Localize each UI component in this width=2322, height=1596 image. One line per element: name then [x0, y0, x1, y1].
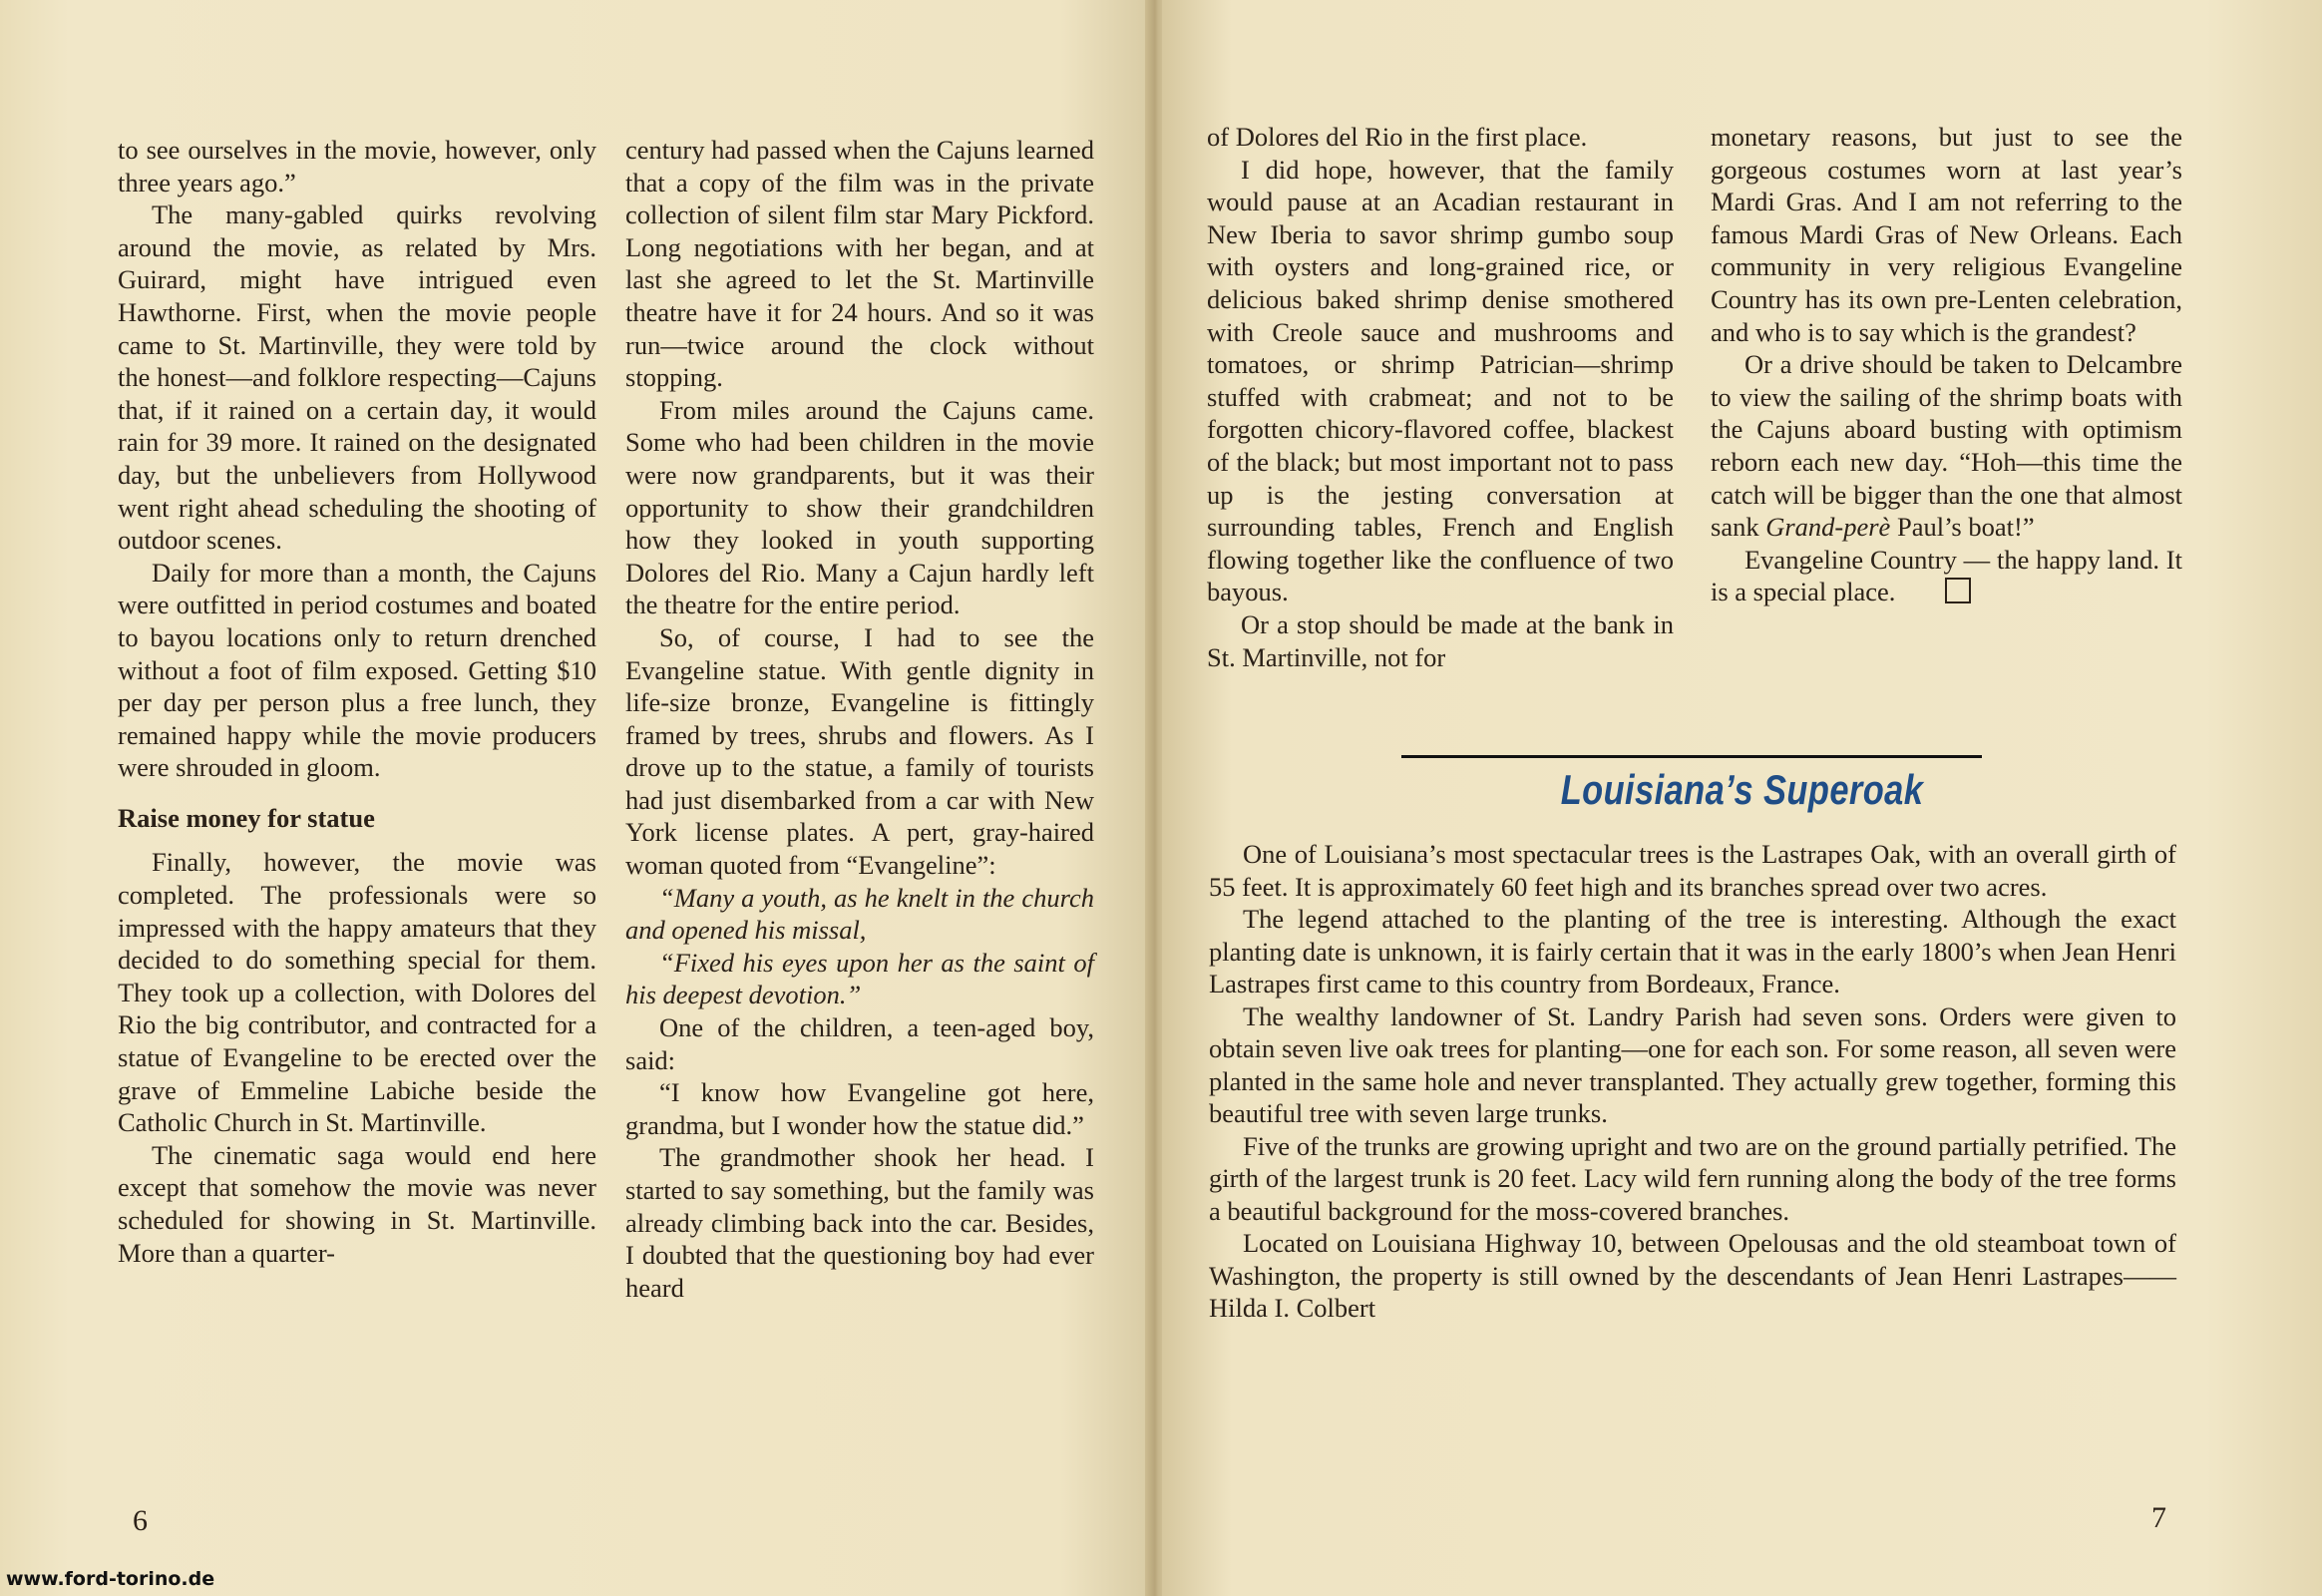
paragraph: monetary reasons, but just to see the gorgeous costumes worn at last year’s Mardi Gras. And I am not referring to the famous Mardi Gras of New Orleans. Each community in very religious Evangeline Country has its own pre-Lenten celebration, and who is to say which is the grandest? — [1711, 122, 2182, 347]
right-column-1 — [1207, 121, 1674, 673]
paragraph-text: Evangeline Country — the happy land. It is a special place. — [1711, 544, 2182, 607]
paragraph-text: Paul’s boat!” — [1896, 512, 2035, 543]
paragraph: One of Louisiana’s most spectacular trees is the Lastrapes Oak, with an overall girth of 55 feet. It is approximately 60 feet high and its branches spread over two acres. — [1209, 839, 2176, 902]
paragraph — [1209, 1227, 2176, 1325]
page-number: 6 — [133, 1504, 148, 1537]
paragraph: “I know how Evangeline got here, grandma, but I wonder how the statue did.” — [625, 1077, 1094, 1140]
paragraph: century had passed when the Cajuns learned that a copy of the film was in the private collection of silent film star Mary Pickford. Long negotiations with her began, and at last she agreed to let the St. Martinville theatre have it for 24 hours. And so it was run—twice around the clock without stopping. — [625, 135, 1094, 393]
left-column-2 — [625, 134, 1094, 1304]
paragraph-text: Located on Louisiana Highway 10, between Opelousas and the old steamboat town of Washington, the property is still owned by the descendants of Jean Henri Lastrapes— — [1209, 1228, 2176, 1291]
poem-quote: “Many a youth, as he knelt in the church and opened his missal, — [625, 882, 1094, 946]
left-page — [0, 0, 1152, 1596]
paragraph: I did hope, however, that the family would pause at an Acadian restaurant in New Iberia to savor shrimp gumbo soup with oysters and long-grained rice, or delicious baked shrimp denise smothered with Creole sauce and mushrooms and tomatoes, or shrimp Patrician—shrimp stuffed with crabmeat; and not to be forgotten chicory-flavored coffee, blackest of the black; but most important not to pass up is the jesting conversation at surrounding tables, French and English flowing together like the confluence of two bayous. — [1207, 154, 1674, 607]
end-mark-icon — [1945, 578, 1971, 603]
paragraph: of Dolores del Rio in the first place. — [1207, 122, 1588, 152]
section-title: Louisiana’s Superoak — [1560, 766, 1924, 813]
left-column-1 — [118, 134, 596, 1269]
paragraph: The legend attached to the planting of the tree is interesting. Although the exact planting date is unknown, it is fairly certain that it was in the early 1800’s when Jean Henri Lastrapes first came to this country from Bordeaux, France. — [1209, 904, 2176, 998]
paragraph — [1711, 348, 2182, 544]
paragraph: Five of the trunks are growing upright and two are on the ground partially petrified. The girth of the largest trunk is 20 feet. Lacy wild fern running along the body of the tree forms a beautiful background for the moss-covered branches. — [1209, 1130, 2176, 1226]
paragraph: Finally, however, the movie was completed. The professionals were so impressed with the happy amateurs that they decided to do something special for them. They took up a collection, with Dolores del Rio the big contributor, and contracted for a statue of Evangeline to be erected over the grave of Emmeline Labiche beside the Catholic Church in St. Martinville. — [118, 847, 596, 1138]
paragraph: Daily for more than a month, the Cajuns were outfitted in period costumes and boated to bayou locations only to return drenched without a foot of film exposed. Getting $10 per day per person plus a free lunch, they remained happy while the movie producers were shrouded in gloom. — [118, 557, 596, 783]
page-number: 7 — [2151, 1501, 2166, 1534]
footer-url: www.ford-torino.de — [6, 1568, 215, 1590]
section-divider — [1401, 755, 1982, 758]
paragraph: So, of course, I had to see the Evangeline statue. With gentle dignity in life-size bronze, Evangeline is fittingly framed by trees, shrubs and flowers. As I drove up to the statue, a family of tourists had just disembarked from a car with New York license plates. A pert, gray-haired woman quoted from “Evangeline”: — [625, 621, 1094, 881]
paragraph: From miles around the Cajuns came. Some who had been children in the movie were now grandparents, but it was their opportunity to show their grandchildren how they looked in youth supporting Dolores del Rio. Many a Cajun hardly left the theatre for the entire period. — [625, 394, 1094, 620]
subheading: Raise money for statue — [118, 802, 375, 833]
paragraph-text: Or a drive should be taken to Delcambre to view the sailing of the shrimp boats with the Cajuns aboard busting with optimism reborn each new day. “Hoh—this time the catch will be bigger than the one that almost sank — [1711, 349, 2182, 543]
right-column-2 — [1711, 121, 2182, 608]
italic-name: Grand-perè — [1765, 512, 1891, 543]
paragraph — [1711, 544, 2182, 608]
paragraph: The wealthy landowner of St. Landry Parish had seven sons. Orders were given to obtain seven live oak trees for planting—one for each son. For some reason, all seven were planted in the same hole and never transplanted. They actually grew together, forming this beautiful tree with seven large trunks. — [1209, 1000, 2176, 1128]
byline: —Hilda I. Colbert — [1209, 1260, 2176, 1323]
paragraph: Or a stop should be made at the bank in St. Martinville, not for — [1207, 608, 1674, 672]
paragraph: The cinematic saga would end here except that somehow the movie was never scheduled for showing in St. Martinville. More than a quarter- — [118, 1139, 596, 1268]
paragraph: The grandmother shook her head. I started to say something, but the family was already climbing back into the car. Besides, I doubted that the questioning boy had ever heard — [625, 1142, 1094, 1303]
paragraph: to see ourselves in the movie, however, only three years ago.” — [118, 135, 596, 198]
paragraph: One of the children, a teen-aged boy, said: — [625, 1012, 1094, 1075]
poem-quote: “Fixed his eyes upon her as the saint of his deepest devotion.” — [625, 947, 1094, 1010]
paragraph: The many-gabled quirks revolving around the movie, as related by Mrs. Guirard, might have intrigued even Hawthorne. First, when the movie people came to St. Martinville, they were told by the honest—and folklore respecting—Cajuns that, if it rained on a certain day, it would rain for 39 more. It rained on the designated day, but the unbelievers from Hollywood went right ahead scheduling the shooting of outdoor scenes. — [118, 200, 596, 556]
superoak-article — [1209, 838, 2176, 1325]
